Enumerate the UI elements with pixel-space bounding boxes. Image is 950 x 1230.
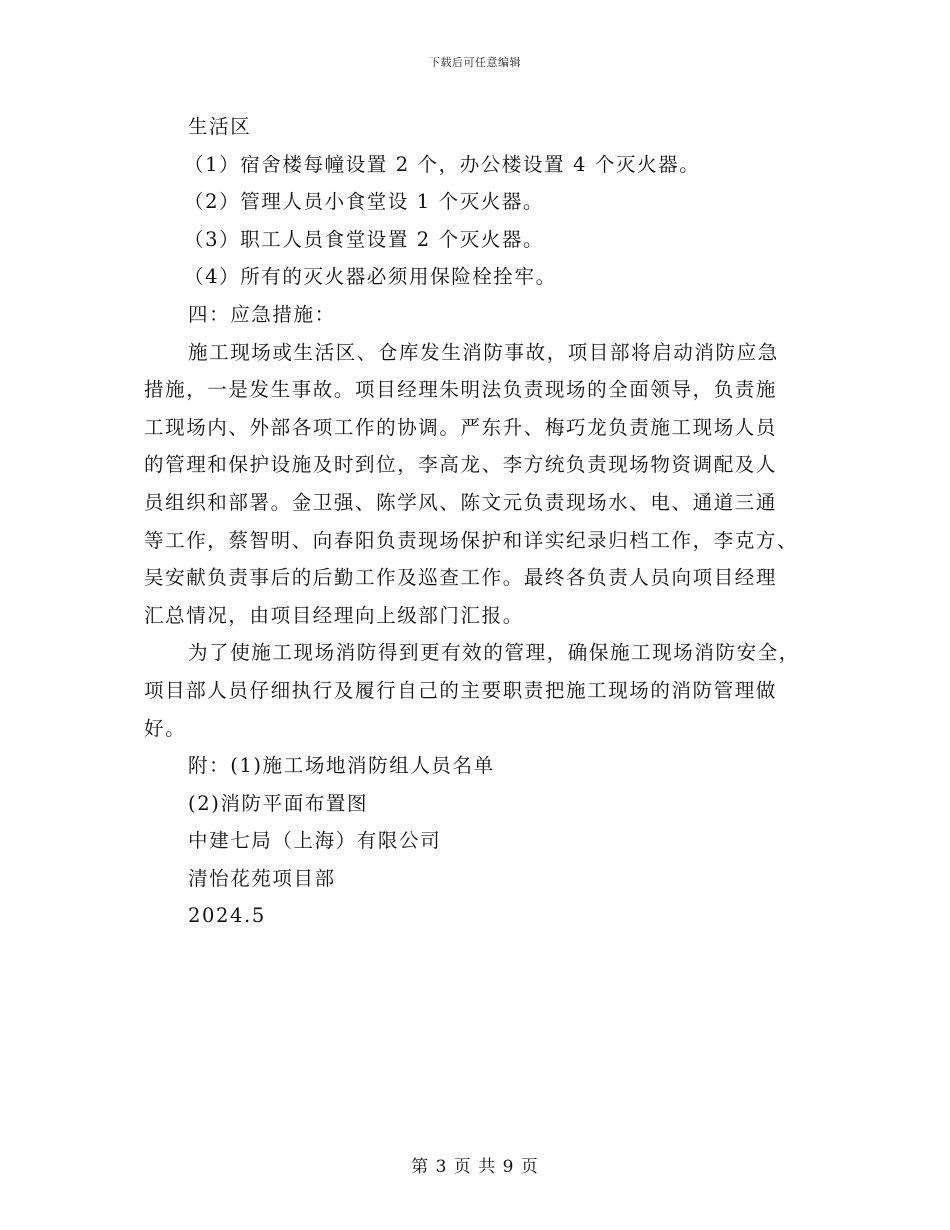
section-title: 生活区 [188, 115, 252, 138]
paragraph-line: 项目部人员仔细执行及履行自己的主要职责把施工现场的消防管理做 [144, 678, 778, 702]
paragraph-line: 工现场内、外部各项工作的协调。严东升、梅巧龙负责施工现场人员 [144, 415, 778, 439]
department-name: 清怡花苑项目部 [188, 866, 336, 890]
list-item: （1）宿舍楼每幢设置 2 个，办公楼设置 4 个灭火器。 [184, 152, 701, 176]
paragraph-line: 员组织和部署。金卫强、陈学风、陈文元负责现场水、电、通道三通 [144, 490, 778, 514]
attachment-line: (2)消防平面布置图 [188, 791, 369, 815]
paragraph-line: 吴安献负责事后的后勤工作及巡查工作。最终各负责人员向项目经理 [144, 566, 778, 590]
paragraph-line: 等工作，蔡智明、向春阳负责现场保护和详实纪录归档工作，李克方、 [144, 528, 799, 552]
paragraph-line: 好。 [144, 716, 187, 740]
list-item: （4）所有的灭火器必须用保险栓拴牢。 [184, 265, 557, 289]
attachment-line: 附：(1)施工场地消防组人员名单 [188, 754, 495, 778]
paragraph-line: 为了使施工现场消防得到更有效的管理，确保施工现场消防安全， [188, 641, 800, 665]
list-item: （2）管理人员小食堂设 1 个灭火器。 [184, 190, 545, 214]
header-note: 下载后可任意编辑 [429, 56, 521, 69]
paragraph-line: 的管理和保护设施及时到位，李高龙、李方统负责现场物资调配及人 [144, 453, 778, 477]
paragraph-line: 措施，一是发生事故。项目经理朱明法负责现场的全面领导，负责施 [144, 378, 778, 402]
document-date: 2024.5 [188, 904, 266, 928]
paragraph-line: 施工现场或生活区、仓库发生消防事故，项目部将启动消防应急 [188, 340, 779, 364]
document-body [144, 108, 814, 935]
company-name: 中建七局（上海）有限公司 [188, 829, 442, 853]
list-item: （3）职工人员食堂设置 2 个灭火器。 [184, 227, 545, 251]
closing-paragraph [144, 634, 814, 747]
section-heading: 四：应急措施： [188, 302, 336, 326]
emergency-paragraph [144, 334, 814, 635]
paragraph-line: 汇总情况，由项目经理向上级部门汇报。 [144, 603, 524, 627]
page-number: 第 3 页 共 9 页 [411, 1157, 539, 1177]
